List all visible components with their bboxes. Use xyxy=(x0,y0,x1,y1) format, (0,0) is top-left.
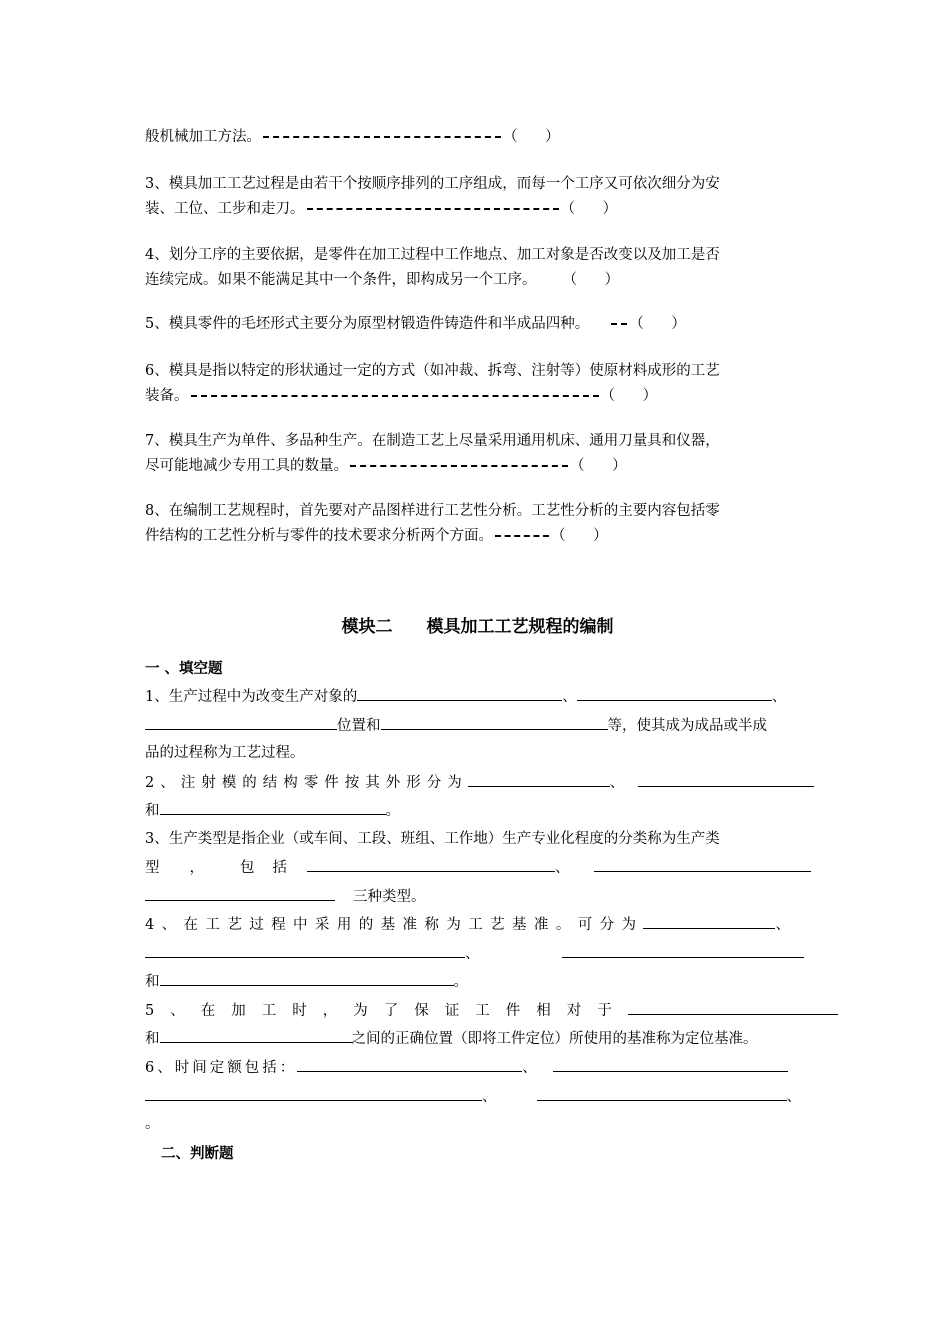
answer-blank[interactable] xyxy=(357,684,562,701)
answer-blank[interactable] xyxy=(562,941,804,958)
fill-section-heading: 一 、填空题 xyxy=(145,661,223,677)
answer-blank[interactable] xyxy=(160,969,454,986)
fill-q3-line2: 型 ， 包 括 、 xyxy=(145,855,811,881)
answer-blank[interactable] xyxy=(297,1055,522,1072)
answer-blank[interactable] xyxy=(145,941,465,958)
answer-blank[interactable] xyxy=(381,713,608,730)
judge-item-5: 5、模具零件的毛坯形式主要分为原型材锻造件铸造件和半成品四种。 （ ） xyxy=(145,316,686,332)
answer-blank[interactable] xyxy=(160,798,386,815)
answer-blank[interactable] xyxy=(594,855,811,872)
dotted-leader xyxy=(495,535,549,537)
fill-q5-line2: 和 之间的正确位置（即将工件定位）所使用的基准称为定位基准。 xyxy=(145,1026,758,1052)
answer-blank[interactable] xyxy=(468,770,610,787)
fill-q4-line2: 、 xyxy=(145,941,804,967)
fill-q4-line3: 和 。 xyxy=(145,969,468,995)
judge-section-heading: 二、判断题 xyxy=(161,1146,234,1162)
fill-q4-line1: 4、在工艺过程中采用的基准称为工艺基准。可分为 、 xyxy=(145,912,790,938)
answer-blank[interactable] xyxy=(638,770,814,787)
answer-blank[interactable] xyxy=(307,855,555,872)
answer-parentheses[interactable]: （ ） xyxy=(629,316,686,332)
answer-parentheses[interactable]: （ ） xyxy=(570,458,627,474)
judge-item-3: 3、模具加工工艺过程是由若干个按顺序排列的工序组成，而每一个工序又可依次细分为安 装、工位、工步和走刀。 （ ） xyxy=(145,176,720,217)
fill-q6-line1: 6、时间定额包括： 、 xyxy=(145,1055,788,1081)
answer-blank[interactable] xyxy=(628,998,838,1015)
answer-blank[interactable] xyxy=(160,1026,352,1043)
answer-blank[interactable] xyxy=(145,1084,482,1101)
dotted-leader xyxy=(350,465,568,467)
fill-q1-line1: 1、生产过程中为改变生产对象的 、 、 xyxy=(145,684,786,710)
module-title: 模块二 模具加工工艺规程的编制 xyxy=(341,617,614,637)
answer-parentheses[interactable]: （ ） xyxy=(560,201,618,217)
judge-item-8: 8、在编制工艺规程时，首先要对产品图样进行工艺性分析。工艺性分析的主要内容包括零 件结构的工艺性分析与零件的技术要求分析两个方面。 （ ） xyxy=(145,503,720,544)
answer-parentheses[interactable]: （ ） xyxy=(600,388,658,404)
dotted-leader xyxy=(263,136,501,138)
judge-item-4: 4、划分工序的主要依据，是零件在加工过程中工作地点、加工对象是否改变以及加工是否 连续完成。如果不能满足其中一个条件，即构成另一个工序。 （ ） xyxy=(145,247,720,288)
fill-q2-line1: 2、注射模的结构零件按其外形分为 、 xyxy=(145,770,814,796)
fill-q6-line2: 、 、 xyxy=(145,1084,801,1110)
fill-q1-line3: 品的过程称为工艺过程。 xyxy=(145,745,305,761)
answer-blank[interactable] xyxy=(145,884,335,901)
answer-parentheses[interactable]: （ ） xyxy=(503,129,560,145)
answer-blank[interactable] xyxy=(553,1055,788,1072)
dotted-leader xyxy=(611,323,627,325)
judge-item-7: 7、模具生产为单件、多品种生产。在制造工艺上尽量采用通用机床、通用刀量具和仪器， 尽可能地减少专用工具的数量。 （ ） xyxy=(145,433,720,474)
answer-parentheses[interactable]: （ ） xyxy=(562,272,620,288)
fill-q2-line2: 和 。 xyxy=(145,798,400,824)
answer-blank[interactable] xyxy=(537,1084,787,1101)
answer-parentheses[interactable]: （ ） xyxy=(551,528,608,544)
fill-q3-line3: 三种类型。 xyxy=(145,884,426,910)
fill-q3-line1: 3、生产类型是指企业（或车间、工段、班组、工作地）生产专业化程度的分类称为生产类 xyxy=(145,831,720,847)
dotted-leader xyxy=(191,395,599,397)
fill-q5-line1: 5、在加工时，为了保证工件相对于 xyxy=(145,998,838,1024)
answer-blank[interactable] xyxy=(145,713,337,730)
answer-blank[interactable] xyxy=(643,912,775,929)
dotted-leader xyxy=(307,208,559,210)
fill-q6-line3: 。 xyxy=(145,1116,160,1132)
judge-item-2: 般机械加工方法。 （ ） xyxy=(145,129,560,145)
fill-q1-line2: 位置和 等，使其成为成品或半成 xyxy=(145,713,767,739)
judge-item-6: 6、模具是指以特定的形状通过一定的方式（如冲裁、拆弯、注射等）使原材料成形的工艺 装备。 （ ） xyxy=(145,363,720,404)
answer-blank[interactable] xyxy=(577,684,772,701)
